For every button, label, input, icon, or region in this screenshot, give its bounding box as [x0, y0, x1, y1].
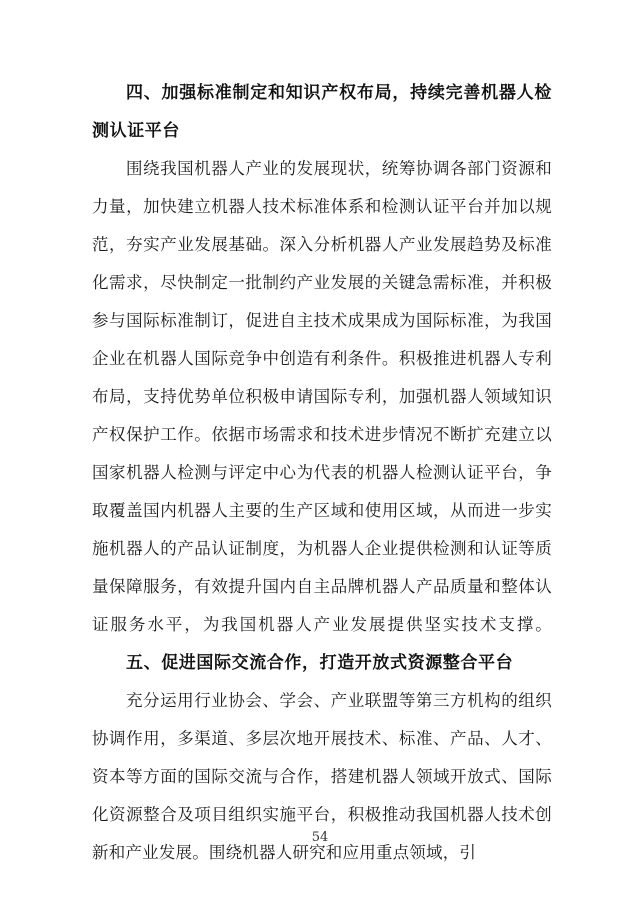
page-number: 54 — [311, 830, 329, 845]
page-content — [92, 74, 552, 872]
section-heading-5: 五、促进国际交流合作，打造开放式资源整合平台 — [126, 653, 514, 673]
paragraph-section-4: 围绕我国机器人产业的发展现状，统筹协调各部门资源和力量，加快建立机器人技术标准体系和检测认证平台并加以规范，夯实产业发展基础。深入分析机器人产业发展趋势及标准化需求，尽快制定一批制约产业发展的关键急需标准，并积极参与国际标准制订，促进自主技术成果成为国际标准，为我国企业在机器人国际竞争中创造有利条件。积极推进机器人专利布局，支持优势单位积极申请国际专利，加强机器人领域知识产权保护工作。依据市场需求和技术进步情况不断扩充建立以国家机器人检测与评定中心为代表的机器人检测认证平台，争取覆盖国内机器人主要的生产区域和使用区域，从而进一步实施机器人的产品认证制度，为机器人企业提供检测和认证等质量保障服务，有效提升国内自主品牌机器人产品质量和整体认证服务水平，为我国机器人产业发展提供坚实技术支撑。 — [92, 159, 552, 634]
section-heading-4: 四、加强标准制定和知识产权布局，持续完善机器人检测认证平台 — [92, 83, 552, 141]
paragraph-section-5: 充分运用行业协会、学会、产业联盟等第三方机构的组织协调作用，多渠道、多层次地开展技术、标准、产品、人才、资本等方面的国际交流与合作，搭建机器人领域开放式、国际化资源整合及项目组织实施平台，积极推动我国机器人技术创新和产业发展。围绕机器人研究和应用重点领域，引 — [92, 691, 552, 862]
